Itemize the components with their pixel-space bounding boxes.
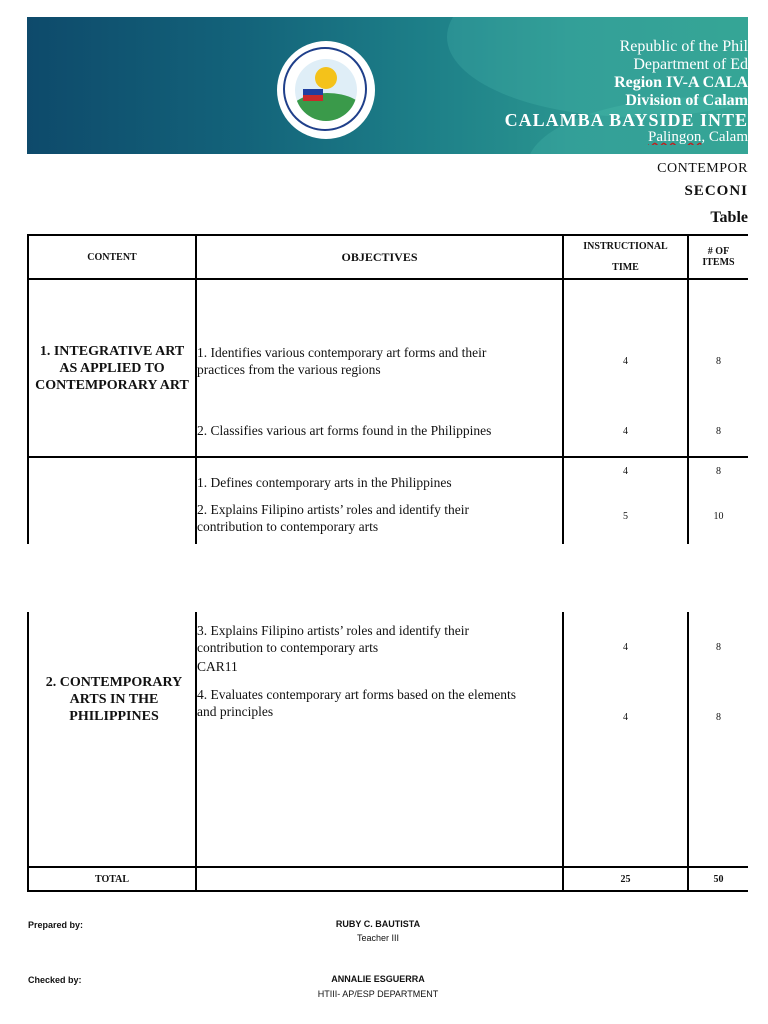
items-value: 8: [716, 426, 721, 437]
subject-title: CONTEMPOR: [657, 161, 748, 176]
topic2-content-cell: [29, 612, 197, 868]
specification-table-part1: [27, 234, 748, 544]
specification-table-part2: [27, 612, 748, 892]
items-value: 8: [716, 712, 721, 723]
semester-title: SECONI: [684, 183, 748, 199]
objective-text: 1. Defines contemporary arts in the Philippines: [197, 475, 452, 490]
items-value: 10: [713, 511, 724, 522]
header-department: Department of Ed: [633, 57, 748, 73]
items-value: 8: [716, 356, 721, 367]
checked-by-label: Checked by:: [28, 975, 82, 985]
topic2-content: 2. CONTEMPORARY ARTS IN THE PHILIPPINES: [45, 674, 183, 724]
objective-text: 1. Identifies various contemporary art forms and their practices from the various regions: [197, 345, 487, 377]
time-value: 4: [623, 356, 628, 367]
time-value: 5: [623, 511, 628, 522]
topic2-time-cell-part1: [564, 458, 689, 544]
header-content: CONTENT: [29, 236, 197, 280]
total-objectives-empty: [197, 868, 564, 892]
header-division: Division of Calam: [625, 93, 748, 109]
header-address: Palingon, Calam: [648, 130, 748, 145]
topic1-objectives-cell: [197, 280, 564, 458]
objective-text: 4. Evaluates contemporary art forms based on the elements and principles: [197, 687, 517, 719]
time-value: 4: [623, 642, 628, 653]
topic1-items-cell: [689, 280, 748, 458]
total-time: 25: [564, 868, 689, 892]
objective-code: CAR11: [197, 659, 238, 674]
header-region: Region IV-A CALA: [614, 75, 748, 91]
time-value: 4: [623, 712, 628, 723]
topic2-items-cell: [689, 612, 748, 868]
header-items: # OF ITEMS: [689, 236, 748, 280]
table-title: Table: [710, 209, 748, 226]
time-value: 4: [623, 426, 628, 437]
items-value: 8: [716, 466, 721, 477]
header-instructional-time: INSTRUCTIONAL TIME: [564, 236, 689, 280]
checked-by-name: ANNALIE ESGUERRA: [331, 974, 425, 984]
time-value: 4: [623, 466, 628, 477]
topic2-items-cell-part1: [689, 458, 748, 544]
deped-seal-logo: [277, 41, 375, 139]
topic2-content-continued: [29, 458, 197, 544]
total-label: TOTAL: [29, 868, 197, 892]
topic2-objectives-cell-part1: [197, 458, 564, 544]
items-value: 8: [716, 642, 721, 653]
objective-text: 2. Explains Filipino artists’ roles and identify their contribution to contemporary arts: [197, 502, 469, 534]
header-text-block: [505, 39, 748, 145]
topic2-time-cell: [564, 612, 689, 868]
topic1-content: 1. INTEGRATIVE ART AS APPLIED TO CONTEMPORARY ART: [29, 280, 197, 458]
header-republic: Republic of the Phil: [619, 39, 748, 55]
header-objectives: OBJECTIVES: [197, 236, 564, 280]
header-school: CALAMBA BAYSIDE INTE: [504, 111, 748, 129]
checked-by-title: HTIII- AP/ESP DEPARTMENT: [317, 989, 439, 999]
prepared-by-label: Prepared by:: [28, 920, 84, 930]
objective-text: 2. Classifies various art forms found in the Philippines: [197, 423, 492, 438]
topic1-time-cell: [564, 280, 689, 458]
objective-text: 3. Explains Filipino artists’ roles and identify their contribution to contemporary arts: [197, 623, 469, 655]
prepared-by-name: RUBY C. BAUTISTA: [335, 919, 421, 929]
header-banner: [27, 17, 748, 154]
total-items: 50: [689, 868, 748, 892]
prepared-by-title: Teacher III: [356, 933, 400, 943]
topic2-objectives-cell: [197, 612, 564, 868]
